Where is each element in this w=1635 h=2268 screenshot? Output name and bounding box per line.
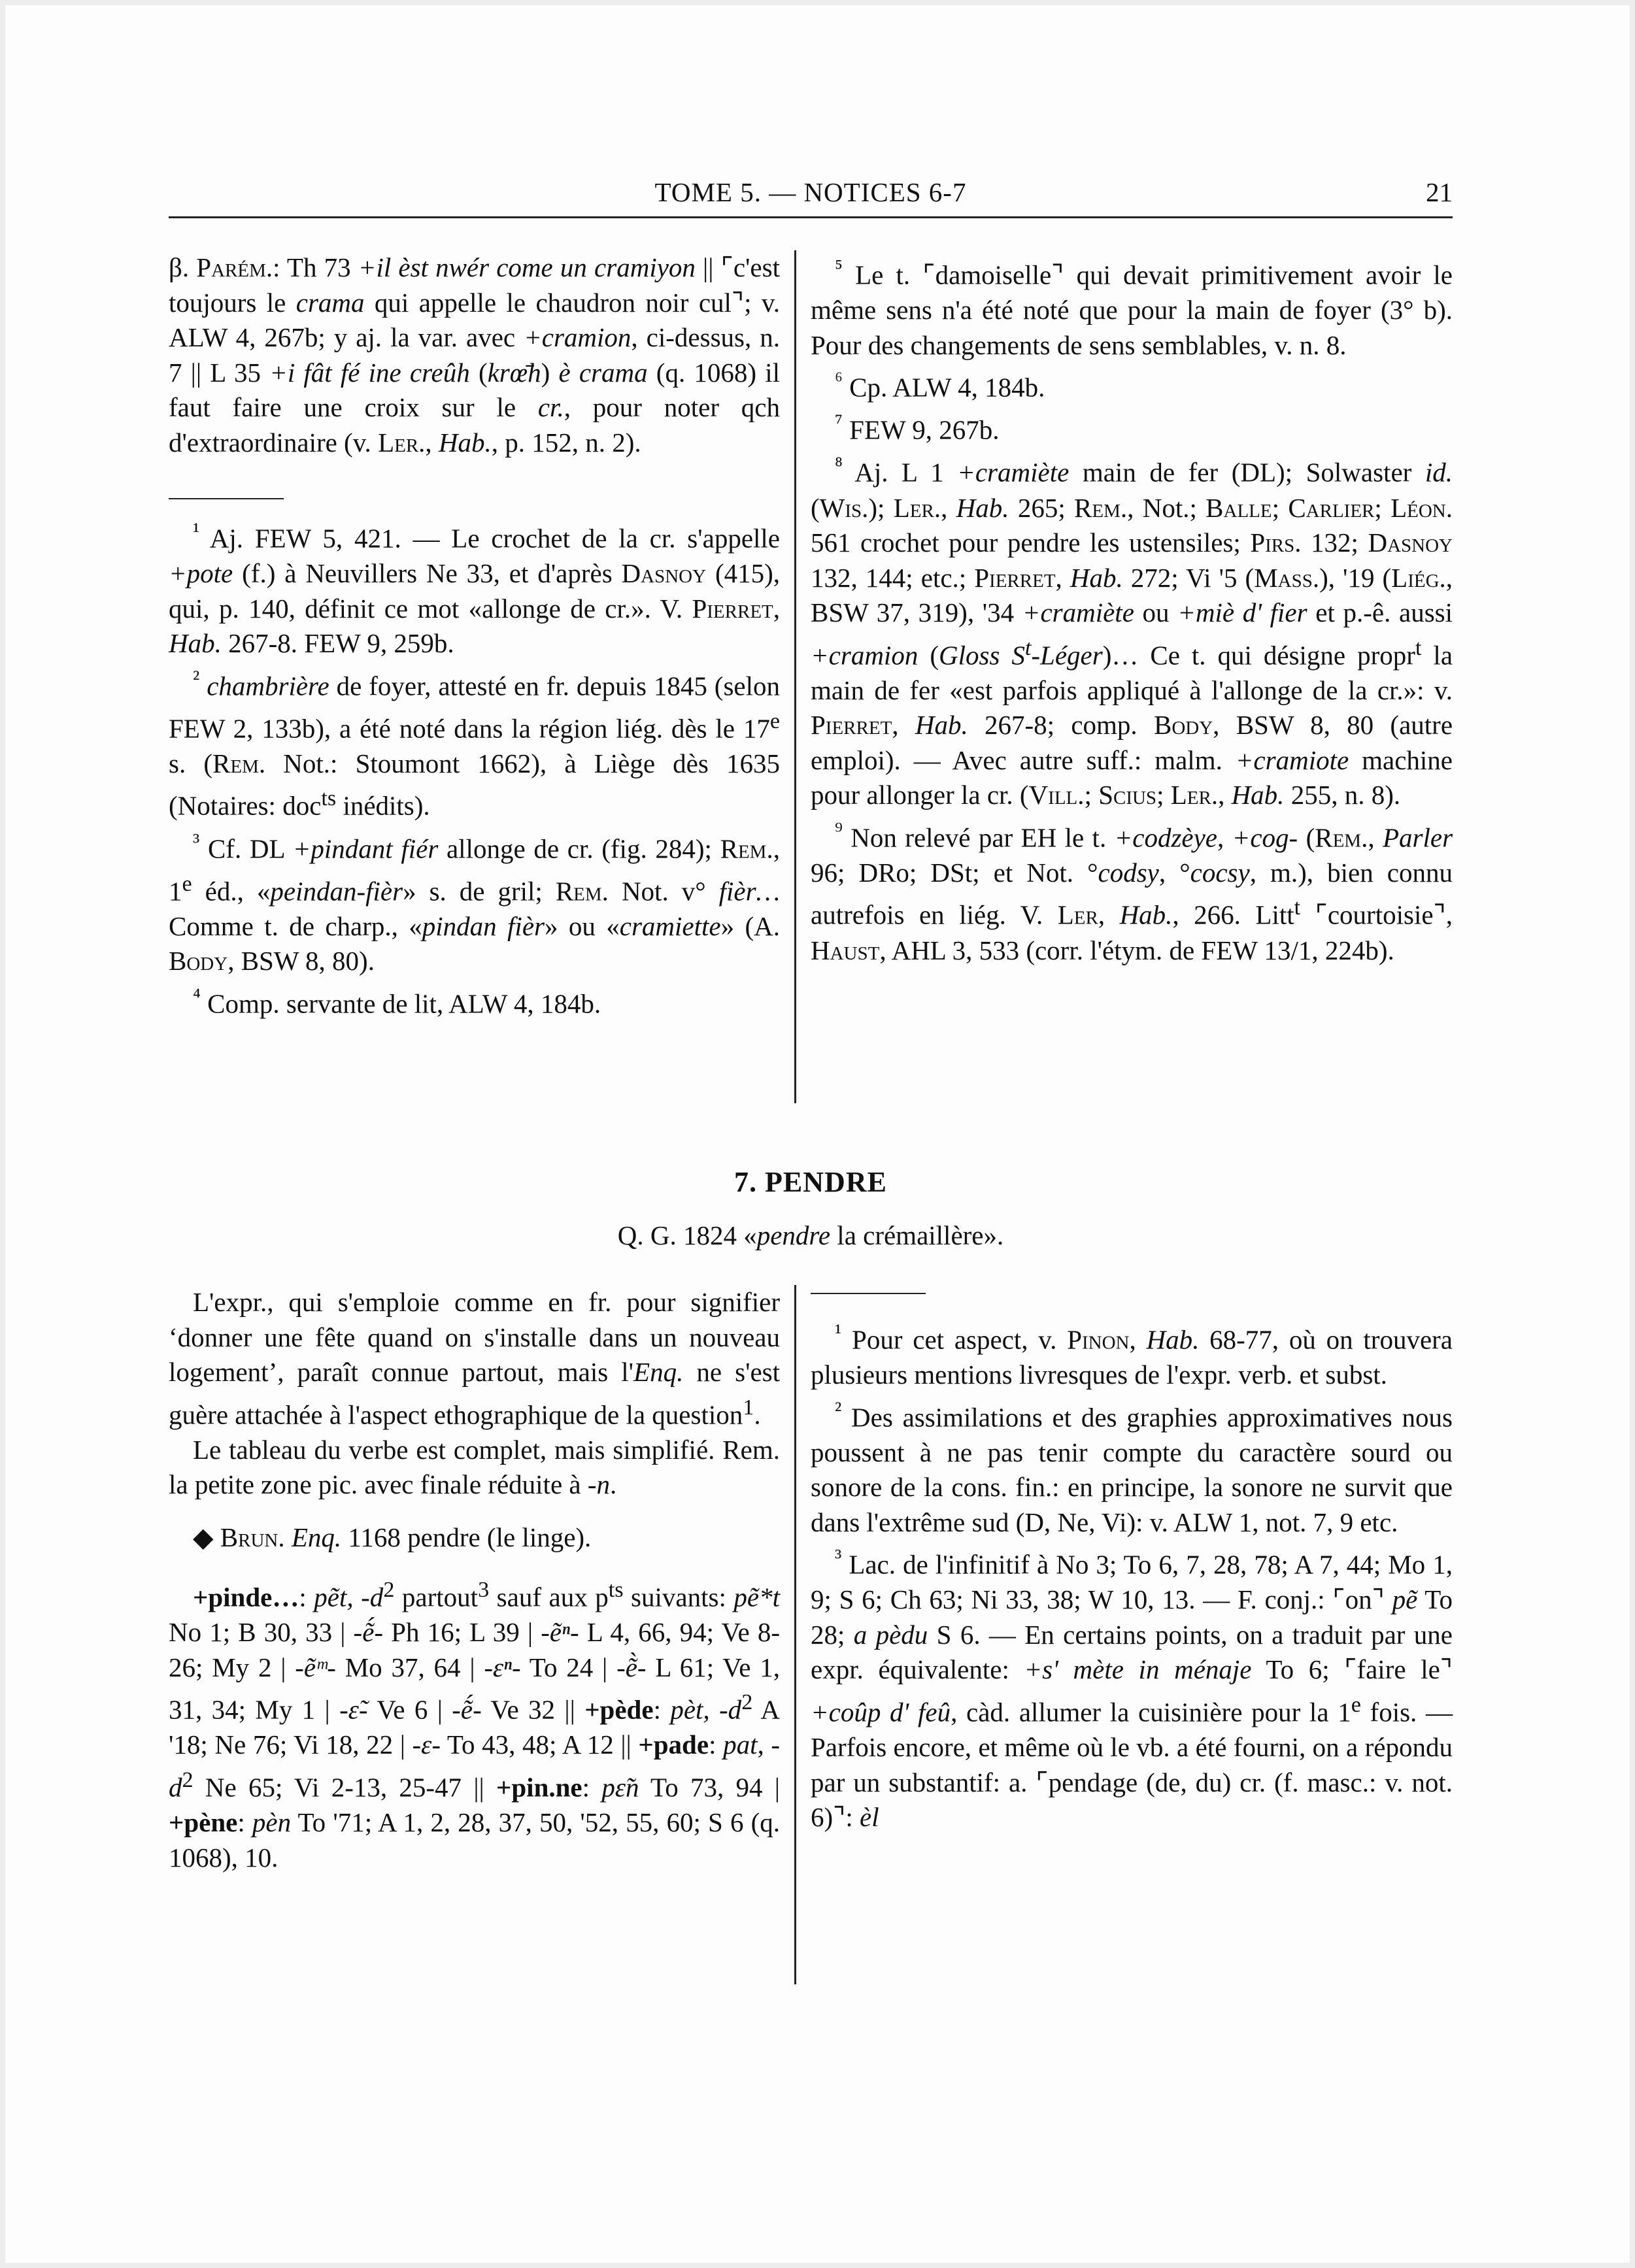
bottom-right-column: [811, 1285, 1453, 1835]
running-title: TOME 5. — NOTICES 6-7: [654, 177, 967, 207]
running-head: [169, 176, 1453, 216]
page: [5, 5, 1630, 2263]
forms-paragraph: +pinde…: pẽt, $-d^2$ partout$^3$ sauf aux $p^{ts}$ suivants: pẽ*t No 1; B 30, 33 | -ẽ́- Ph 16; L 39 | -ẽⁿ- L 4, 66, 94; Ve 8-26; My 2 | -ẽᵐ- Mo 37, 64 | -ɛⁿ- To 24 | -ẽ̀- L 61; Ve 1, 31, 34; My 1 | -ɛ̃- Ve 6 | -ẽ́- Ve 32 || +pède: pèt, $-d^2$ A '18; Ne 76; Vi 18, 22 | -ɛ- To 43, 48; A 12 || +pade: pat, $-d^2$ Ne 65; Vi 2-13, 25-47 || +pin.ne: pɛ̃n To 73, 94 | +pène: pèn To '71; A 1, 2, 28, 37, 50, '52, 55, 60; S 6 (q. 1068), 10.: [169, 1578, 780, 1873]
footnote-7: $^{^7}$ FEW 9, 267b.: [835, 410, 1000, 445]
footnote-8: $^{^8}$ Aj. L 1 +cramiète main de fer (DL); Solwaster id. (Wis.); Ler., Hab. 265; Rem., Not.; Balle; Carlier; Léon. 561 crochet pour pendre les ustensiles; Pirs. 132; Dasnoy 132, 144; etc.; Pierret, Hab. 272; Vi '5 (Mass.), '19 (Liég., BSW 37, 319), '34 +cramiète ou +miè d' fier et p.-ê. aussi +cramion (Gloss $S^t-Léger)\dots$ Ce t. qui désigne propr$^t$ la main de fer «est parfois appliqué à l'allonge de la cr.»: v. Pierret, Hab. 267-8; comp. Body, BSW 8, 80 (autre emploi). — Avec autre suff.: malm. +cramiote machine pour allonger la cr. (Vill.; Scius; Ler., Hab. 255, n. 8).: [811, 453, 1453, 810]
parem-paragraph: β. Parém.: Th 73 +il èst nwér come un cramiyon || ⌜c'est toujours le crama qui appelle le chaudron noir cul⌝; v. ALW 4, 267b; y aj. la var. avec +cramion, ci-dessus, n. 7 || L 35 +i fât fé ine creûh (krœ̄h) è crama (q. 1068) il faut faire une croix sur le cr., pour noter qch d'extraordinaire (v. Ler., Hab., p. 152, n. 2).: [169, 252, 780, 458]
column-divider-top: [794, 250, 796, 1103]
header-rule: [169, 216, 1453, 218]
top-right-column: [811, 250, 1453, 968]
column-divider-bottom: [794, 1285, 796, 1984]
footnote-b3: $^{^3}$ Lac. de l'infinitif à No 3; To 6, 7, 28, 78; A 7, 44; Mo 1, 9; S 6; Ch 63; Ni 33, 38; W 10, 13. — F. conj.: ⌜on⌝ pẽ To 28; a pèdu S 6. — En certains points, on a traduit par une expr. équivalente: +s' mète in ménaje To 6; ⌜faire le⌝ +coûp d' feû, càd. allumer la cuisinière pour la 1e fois. — Parfois encore, et même où le vb. a été fourni, on a répondu par un substantif: a. ⌜pendage (de, du) cr. (f. masc.: v. not. 6)⌝: èl: [811, 1545, 1453, 1833]
footnote-b1: $^{^1}$ Pour cet aspect, v. Pinon, Hab. 68-77, où on trouvera plusieurs mentions livresques de l'expr. verb. et subst.: [811, 1320, 1453, 1390]
footnote-3: $^{^3}$ Cf. DL +pindant fiér allonge de cr. (fig. 284); Rem., 1e éd., «peindan-fièr» s. de gril; Rem. Not. v° fièr… Comme t. de charp., «pindan fièr» ou «cramiette» (A. Body, BSW 8, 80).: [169, 829, 781, 976]
footnote-4: $^{^4}$ Comp. servante de lit, ALW 4, 184b.: [193, 984, 601, 1019]
footnote-b2: $^{^2}$ Des assimilations et des graphies approximatives nous poussent à ne pas tenir compte du caractère sourd ou sonore de la cons. fin.: en principe, la sonore ne survit que dans l'extrême sud (D, Ne, Vi): v. ALW 1, not. 7, 9 etc.: [811, 1397, 1453, 1537]
intro-paragraph: L'expr., qui s'emploie comme en fr. pour signifier ‘donner une fête quand on s'installe dans un nouveau logement’, paraît connue partout, mais l'Enq. ne s'est guère attachée à l'aspect ethographique de la question$^1$.: [169, 1287, 781, 1430]
brun-reference: ◆ Brun. Enq. 1168 pendre (le linge).: [193, 1522, 592, 1552]
footnote-5: $^{^5}$ Le t. ⌜damoiselle⌝ qui devait primitivement avoir le même sens n'a été noté que pour la main de foyer (3° b). Pour des changements de sens semblables, v. n. 8.: [811, 256, 1453, 360]
section-subtitle: Q. G. 1824 «pendre la crémaillère».: [617, 1220, 1004, 1250]
footnote-rule: [811, 1293, 926, 1294]
footnote-rule: [169, 498, 284, 499]
top-left-column: [169, 250, 780, 1022]
section-title: 7. PENDRE: [734, 1166, 887, 1198]
verb-table-paragraph: Le tableau du verbe est complet, mais simplifié. Rem. la petite zone pic. avec finale réduite à -n.: [169, 1434, 780, 1500]
page-number: 21: [1426, 177, 1453, 207]
footnote-2: $^{^2}$ chambrière de foyer, attesté en fr. depuis 1845 (selon FEW 2, 133b), a été noté dans la région liég. dès le 17e s. (Rem. Not.: Stoumont 1662), à Liège dès 1635 (Notaires: doc$^{ts}$ inédits).: [169, 666, 781, 822]
footnote-6: $^{^6}$ Cp. ALW 4, 184b.: [835, 368, 1045, 403]
footnote-9: $^{^9}$ Non relevé par EH le t. +codzèye, +cog- (Rem., Parler 96; DRo; DSt; et Not. °codsy, °cocsy, m.), bien connu autrefois en liég. V. Ler, Hab., 266. Litt$^t$ ⌜courtoisie⌝, Haust, AHL 3, 533 (corr. l'étym. de FEW 13/1, 224b).: [811, 818, 1453, 965]
bottom-left-column: [169, 1285, 780, 1875]
footnote-1: $^{^1}$ Aj. FEW 5, 421. — Le crochet de la cr. s'appelle +pote (f.) à Neuvillers Ne 33, et d'après Dasnoy (415), qui, p. 140, définit ce mot «allonge de cr.». V. Pierret, Hab. 267-8. FEW 9, 259b.: [169, 519, 780, 659]
